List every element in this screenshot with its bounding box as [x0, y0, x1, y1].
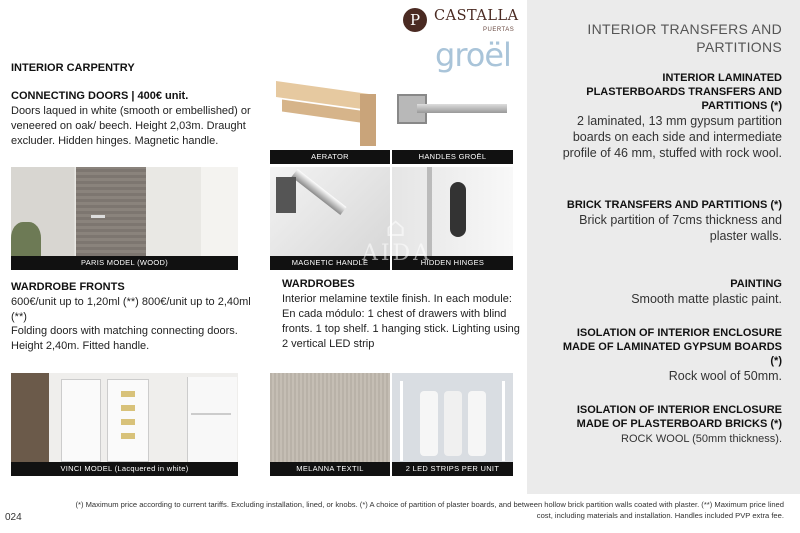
interior-carpentry-heading: INTERIOR CARPENTRY [11, 62, 135, 74]
brick-transfers-section [562, 198, 782, 244]
vinci-model-photo [11, 373, 238, 476]
section-heading: ISOLATION OF INTERIOR ENCLOSURE MADE OF LAMINATED GYPSUM BOARDS (*) [562, 327, 782, 367]
partitions-title: INTERIOR TRANSFERS AND PARTITIONS [587, 21, 782, 55]
paris-model-photo [11, 167, 238, 270]
connecting-doors-text: Doors laqued in white (smooth or embellished) or veneered on oak/ beech. Height 2,03m. Draught excluder. Hidden hinges. Magnetic handle. [11, 105, 251, 147]
paris-model-caption: PARIS MODEL (WOOD) [11, 256, 238, 270]
isolation-bricks-section [557, 403, 782, 447]
aida-watermark: ⌂ AIDA [352, 215, 442, 290]
section-text: Smooth matte plastic paint. [631, 292, 782, 306]
section-heading: INTERIOR LAMINATED PLASTERBOARDS TRANSFERS AND PARTITIONS (*) [586, 72, 782, 112]
hidden-hinges-caption: HIDDEN HINGES [392, 256, 513, 270]
section-text: ROCK WOOL (50mm thickness). [621, 433, 782, 445]
wardrobes-heading: WARDROBES [282, 278, 355, 290]
section-heading: ISOLATION OF INTERIOR ENCLOSURE MADE OF PLASTERBOARD BRICKS (*) [576, 404, 782, 430]
footnote: (*) Maximum price according to current tariffs. Excluding installation, lined, or knobs. (*) A choice of partition of plaster boards, and between hollow brick partition walls coated with plaster. (**) Maximum price lined cost, including materials and installation. Handles included PVP extra fee. [75, 500, 784, 520]
led-strips-caption: 2 LED STRIPS PER UNIT [392, 462, 513, 476]
vinci-model-caption: VINCI MODEL (Lacquered in white) [11, 462, 238, 476]
melanina-textil-photo [270, 373, 390, 476]
melanina-caption: MELANNA TEXTIL [270, 462, 390, 476]
magnetic-handle-caption: MAGNETIC HANDLE [270, 256, 390, 270]
wardrobes-text: Interior melamine textile finish. In each module: En cada módulo: 1 chest of drawers with blind fronts. 1 top shelf. 1 hanging stick. Lighting using 2 vertical LED strip [282, 293, 520, 350]
aerator-caption: AERATOR [270, 150, 390, 164]
led-strips-photo [392, 373, 513, 476]
section-heading: BRICK TRANSFERS AND PARTITIONS (*) [566, 199, 782, 211]
right-panel [527, 0, 800, 494]
wardrobe-fronts-price: 600€/unit up to 1,20ml (**) 800€/unit up to 2,40ml (**) [11, 296, 251, 323]
handles-caption: HANDLES GROËL [392, 150, 513, 164]
laminated-plasterboards-section [562, 71, 782, 161]
castalla-logo [403, 8, 521, 38]
connecting-doors-heading: CONNECTING DOORS | 400€ unit. [11, 90, 189, 102]
isolation-gypsum-section [557, 326, 782, 384]
brand-name: CASTALLA [434, 8, 519, 24]
page-number: 024 [5, 512, 22, 523]
section-text: Rock wool of 50mm. [668, 369, 782, 383]
castalla-logo-mark: P [403, 8, 427, 32]
brand-sub: PUERTAS [483, 27, 515, 33]
section-text: 2 laminated, 13 mm gypsum partition boards on each side and intermediate profile of 46 mm, stuffed with rock wool. [562, 114, 782, 160]
painting-section [562, 277, 782, 307]
handles-photo [392, 74, 513, 164]
wardrobe-fronts-text: Folding doors with matching connecting doors. Height 2,40m. Fitted handle. [11, 325, 238, 352]
section-heading: PAINTING [730, 278, 782, 290]
wardrobe-fronts-heading: WARDROBE FRONTS [11, 281, 125, 293]
watermark-text: AIDA [361, 241, 433, 266]
aerator-photo [270, 74, 390, 164]
groel-logo: groël [435, 36, 511, 74]
section-text: Brick partition of 7cms thickness and plaster walls. [579, 213, 782, 243]
